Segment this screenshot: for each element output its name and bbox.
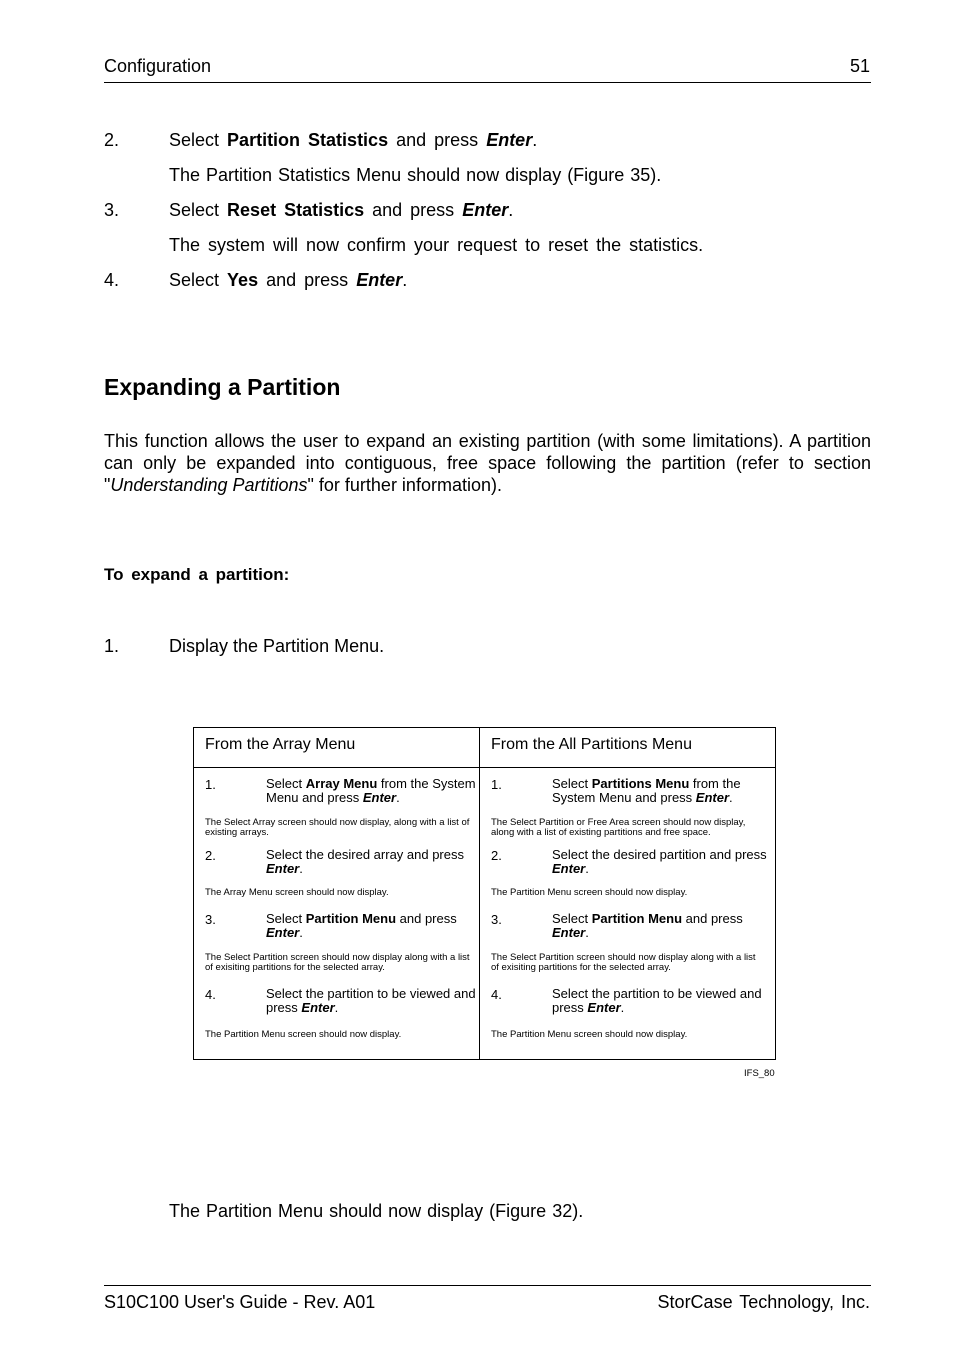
figure-step-note: The Select Array screen should now display, along with a list of existing arrays. bbox=[205, 817, 470, 838]
step-number: 4. bbox=[104, 270, 120, 290]
figure-step-note: The Select Partition screen should now display along with a list of exisiting partitions for the selected array. bbox=[205, 952, 470, 973]
figure-step-text: Select Array Menu from the System Menu and press Enter. bbox=[266, 776, 476, 805]
closing-note: The Partition Menu should now display (Figure 32). bbox=[169, 1201, 584, 1221]
column-heading: From the Array Menu bbox=[205, 736, 356, 753]
figure-step-number: 1. bbox=[205, 777, 216, 792]
figure-step-note: The Array Menu screen should now display. bbox=[205, 887, 389, 898]
footer-rule bbox=[104, 1285, 871, 1286]
figure-step-text: Select the desired array and press Enter. bbox=[266, 847, 464, 876]
figure-step-note: The Partition Menu screen should now display. bbox=[205, 1029, 402, 1040]
step-note: The system will now confirm your request to reset the statistics. bbox=[169, 235, 704, 255]
step-number: 3. bbox=[104, 200, 120, 220]
step-instruction: Select Reset Statistics and press Enter. bbox=[169, 200, 514, 220]
figure-step-text: Select Partition Menu and press Enter. bbox=[266, 911, 457, 940]
figure-step-note: The Partition Menu screen should now display. bbox=[491, 887, 688, 898]
figure-step-note: The Select Partition screen should now display along with a list of exisiting partitions for the selected array. bbox=[491, 952, 756, 973]
figure-step-note: The Partition Menu screen should now display. bbox=[491, 1029, 688, 1040]
figure-step-text: Select Partition Menu and press Enter. bbox=[552, 911, 743, 940]
step-instruction: Select Partition Statistics and press Enter. bbox=[169, 130, 538, 150]
section-heading: Expanding a Partition bbox=[104, 374, 341, 400]
figure-step-number: 2. bbox=[491, 848, 502, 863]
step-number: 1. bbox=[104, 636, 120, 656]
step-instruction: Select Yes and press Enter. bbox=[169, 270, 408, 290]
header-rule bbox=[104, 82, 871, 83]
running-header-section: Configuration bbox=[104, 56, 212, 76]
column-heading: From the All Partitions Menu bbox=[491, 736, 692, 753]
figure-step-text: Select the partition to be viewed and press Enter. bbox=[552, 986, 762, 1015]
figure-step-number: 1. bbox=[491, 777, 502, 792]
figure-step-number: 2. bbox=[205, 848, 216, 863]
figure-step-number: 4. bbox=[205, 987, 216, 1002]
figure-step-number: 3. bbox=[491, 912, 502, 927]
figure-column-all-partitions-menu bbox=[480, 728, 775, 1059]
footer-document-title: S10C100 User's Guide - Rev. A01 bbox=[104, 1292, 376, 1312]
step-instruction: Display the Partition Menu. bbox=[169, 636, 385, 656]
figure-step-text: Select the partition to be viewed and press Enter. bbox=[266, 986, 476, 1015]
figure-step-note: The Select Partition or Free Area screen should now display, along with a list of existing partitions and free space. bbox=[491, 817, 746, 838]
step-note: The Partition Statistics Menu should now display (Figure 35). bbox=[169, 165, 662, 185]
procedure-heading: To expand a partition: bbox=[104, 565, 290, 584]
page-number: 51 bbox=[849, 56, 870, 76]
footer-company: StorCase Technology, Inc. bbox=[657, 1292, 870, 1312]
figure-step-number: 3. bbox=[205, 912, 216, 927]
figure-step-number: 4. bbox=[491, 987, 502, 1002]
figure-column-array-menu bbox=[194, 728, 478, 1059]
figure-step-text: Select the desired partition and press Enter. bbox=[552, 847, 767, 876]
procedure-figure-table bbox=[193, 727, 776, 1060]
section-intro: This function allows the user to expand an existing partition (with some limitations). A partition can only be expanded into contiguous, free space following the partition (refer to section "Understanding Partitions" for further information). bbox=[104, 431, 871, 495]
figure-step-text: Select Partitions Menu from the System Menu and press Enter. bbox=[552, 776, 741, 805]
step-number: 2. bbox=[104, 130, 120, 150]
figure-label: IFS_80 bbox=[744, 1068, 775, 1079]
